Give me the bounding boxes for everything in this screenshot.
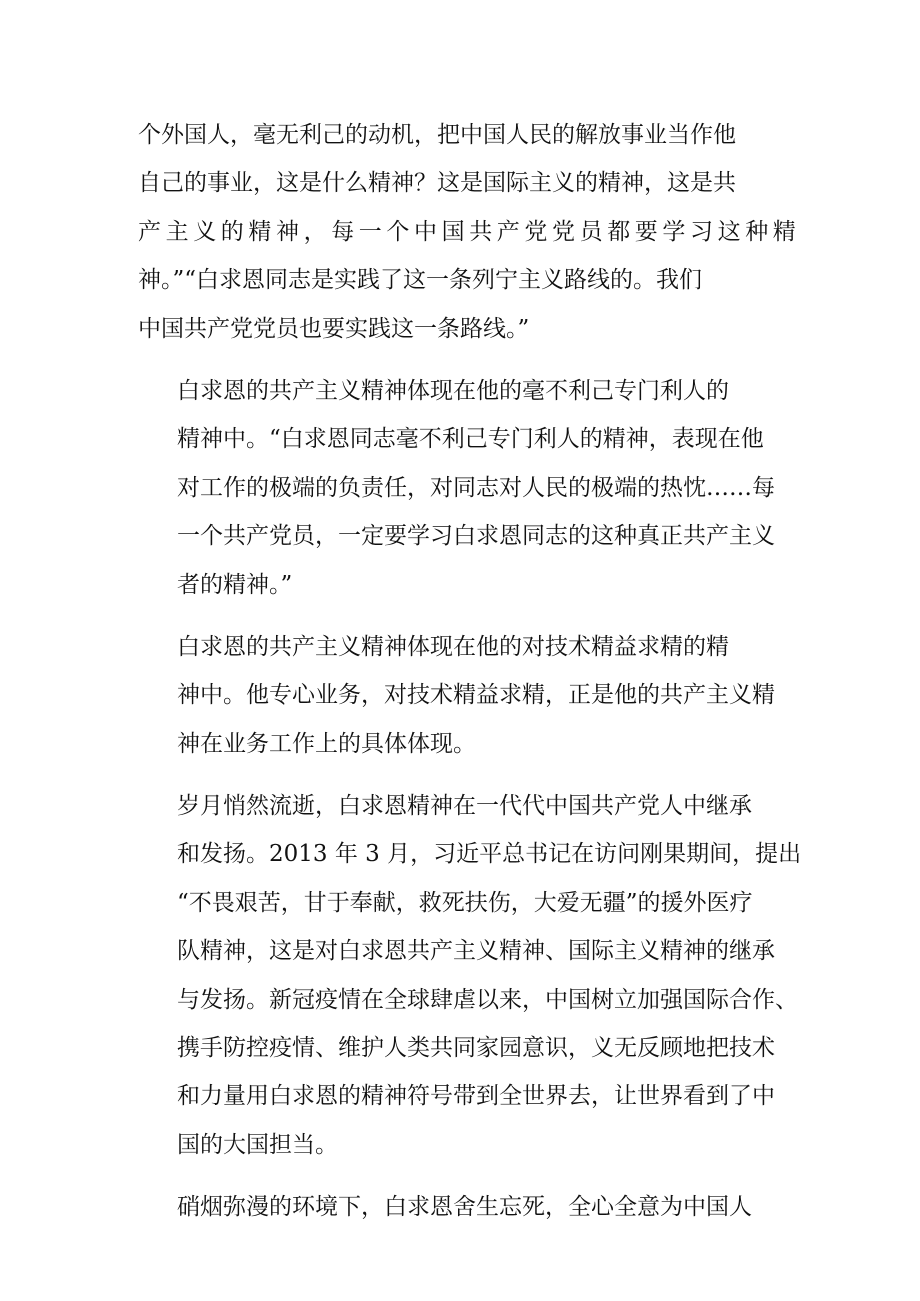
text-line: 者的精神。” <box>177 571 293 598</box>
text-line: 自己的事业，这是什么精神？这是国际主义的精神，这是共 <box>138 170 736 197</box>
text-line: 一个共产党员，一定要学习白求恩同志的这种真正共产主义 <box>177 523 775 550</box>
text-line: 产主义的精神，每一个中国共产党党员都要学习这种精 <box>138 218 801 245</box>
text-line: 国的大国担当。 <box>177 1131 338 1158</box>
paragraph-2 <box>138 367 788 609</box>
text-line: 神在业务工作上的具体体现。 <box>177 730 476 757</box>
text-line: 与发扬。新冠疫情在全球肆虐以来，中国树立加强国际合作、 <box>177 986 798 1013</box>
text-line: 神中。他专心业务，对技术精益求精，正是他的共产主义精 <box>177 682 775 709</box>
text-line: 和发扬。2013 年 3 月，习近平总书记在访问刚果期间，提出 <box>177 841 802 868</box>
text-line: 队精神，这是对白求恩共产主义精神、国际主义精神的继承 <box>177 938 775 965</box>
text-line: 携手防控疫情、维护人类共同家园意识，义无反顾地把技术 <box>177 1035 775 1062</box>
text-line: 和力量用白求恩的精神符号带到全世界去，让世界看到了中 <box>177 1083 775 1110</box>
text-line: 白求恩的共产主义精神体现在他的毫不利己专门利人的 <box>177 377 729 404</box>
paragraph-3 <box>138 623 788 768</box>
text-line: 岁月悄然流逝，白求恩精神在一代代中国共产党人中继承 <box>177 793 752 820</box>
text-line: 个外国人，毫无利己的动机，把中国人民的解放事业当作他 <box>138 122 736 148</box>
text-line: 对工作的极端的负责任，对同志对人民的极端的热忱……每 <box>177 474 775 501</box>
paragraph-5 <box>138 1183 788 1231</box>
text-line: “不畏艰苦，甘于奉献，救死扶伤，大爱无疆”的援外医疗 <box>177 889 753 916</box>
text-line: 精神中。“白求恩同志毫不利己专门利人的精神，表现在他 <box>177 426 764 453</box>
text-line: 神。”“白求恩同志是实践了这一条列宁主义路线的。我们 <box>138 267 703 294</box>
text-line: 硝烟弥漫的环境下，白求恩舍生忘死，全心全意为中国人 <box>177 1194 752 1221</box>
text-line: 白求恩的共产主义精神体现在他的对技术精益求精的精 <box>177 633 729 660</box>
paragraph-1 <box>138 111 801 353</box>
text-line: 中国共产党党员也要实践这一条路线。” <box>138 315 530 342</box>
paragraph-4 <box>138 782 802 1169</box>
document-body <box>138 111 802 1246</box>
